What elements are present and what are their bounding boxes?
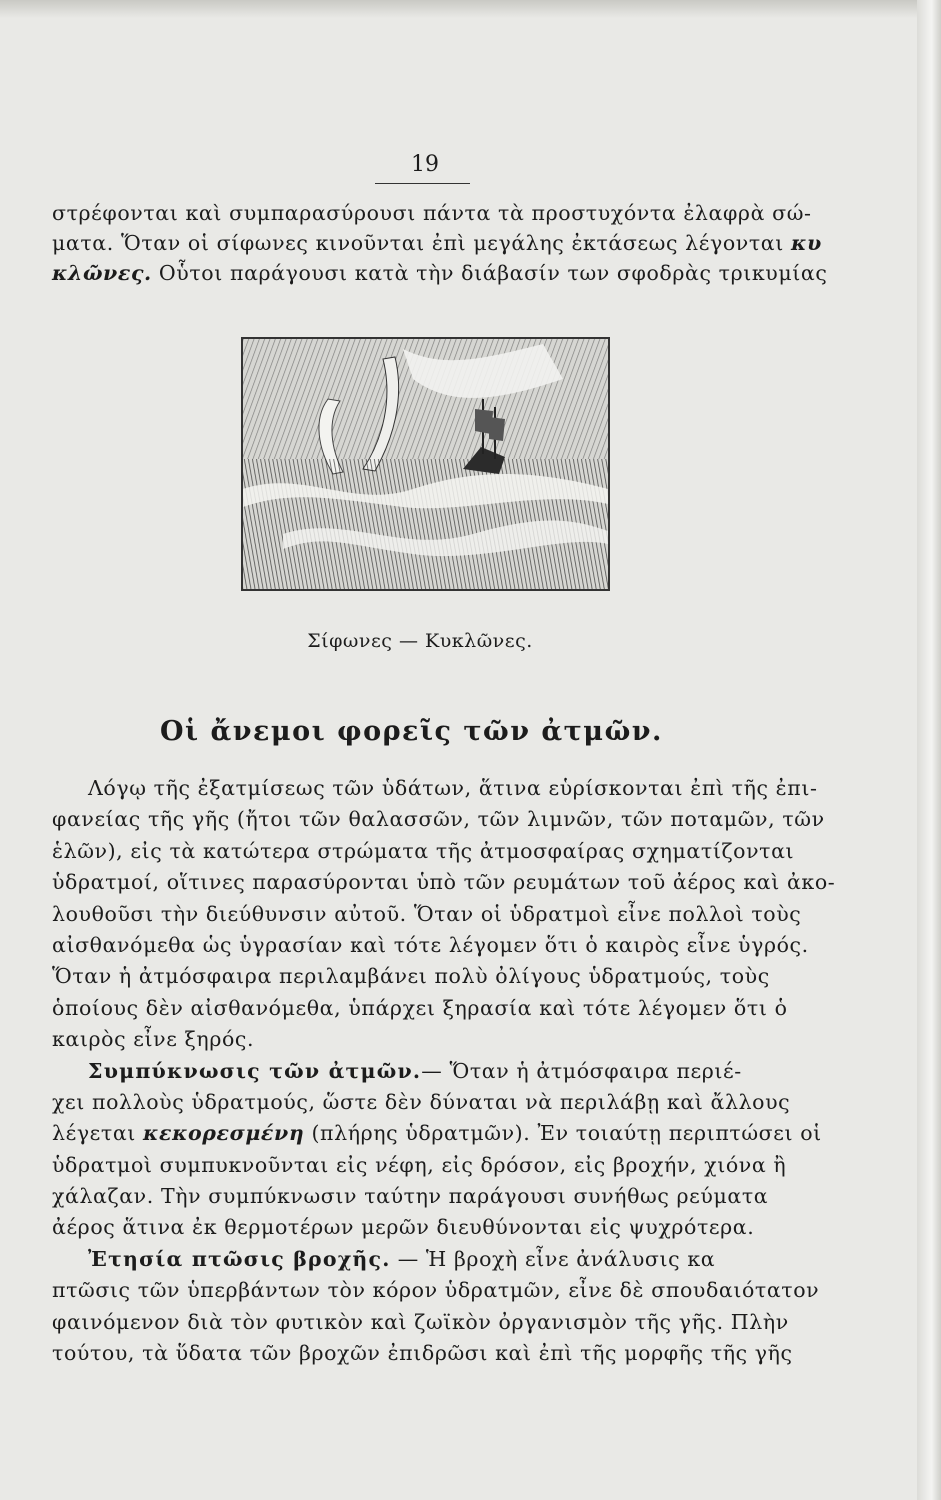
text-line: φαινόμενον διὰ τὸν φυτικὸν καὶ ζωϊκὸν ὀργανισμὸν τῆς γῆς. Πλὴν: [52, 1309, 789, 1334]
text-line: τούτου, τὰ ὕδατα τῶν βροχῶν ἐπιδρῶσι καὶ ἐπὶ τῆς μορφῆς τῆς γῆς: [52, 1341, 793, 1366]
text-line: καιρὸς εἶνε ξηρός.: [52, 1027, 255, 1052]
text-span: ματα. Ὅταν οἱ σίφωνες κινοῦνται ἐπὶ μεγάλης ἐκτάσεως λέγονται: [52, 231, 784, 255]
text-line: στρέφονται καὶ συμπαρασύρουσι πάντα τὰ προστυχόντα ἐλαφρὰ σώ-: [52, 201, 812, 225]
text-span: (πλήρης ὑδρατμῶν). Ἐν τοιαύτῃ περιπτώσει οἱ: [311, 1121, 822, 1146]
text-line: [52, 1244, 800, 1275]
figure-caption: Σίφωνες — Κυκλῶνες.: [307, 630, 533, 652]
text-line: [52, 1056, 800, 1087]
italic-term: κλῶνες.: [52, 261, 152, 285]
text-line: ὑδρατμοὶ συμπυκνοῦνται εἰς νέφη, εἰς δρόσον, εἰς βροχήν, χιόνα ἢ: [52, 1152, 787, 1177]
text-line: αἰσθανόμεθα ὡς ὑγρασίαν καὶ τότε λέγομεν ὅτι ὁ καιρὸς εἶνε ὑγρός.: [52, 932, 809, 957]
text-line: ὑδρατμοί, οἵτινες παρασύρονται ὑπὸ τῶν ρευμάτων τοῦ ἀέρος καὶ ἀκο-: [52, 870, 836, 895]
text-line: [52, 228, 822, 258]
italic-term: κυ: [790, 231, 822, 255]
text-span: λέγεται: [52, 1121, 136, 1146]
text-line: χάλαζαν. Τὴν συμπύκνωσιν ταύτην παράγουσι συνήθως ρεύματα: [52, 1184, 769, 1209]
text-line: λουθοῦσι τὴν διεύθυνσιν αὐτοῦ. Ὅταν οἱ ὑδρατμοὶ εἶνε πολλοὶ τοὺς: [52, 901, 802, 926]
engraving-illustration: [243, 339, 608, 589]
body-text: [52, 773, 836, 1369]
page-number: 19: [411, 152, 439, 177]
text-span: — Ἡ βροχὴ εἶνε ἀνάλυσις κα: [397, 1246, 716, 1271]
text-line: φανείας τῆς γῆς (ἤτοι τῶν θαλασσῶν, τῶν λιμνῶν, τῶν ποταμῶν, τῶν: [52, 807, 825, 832]
italic-term: κεκορεσμένη: [143, 1121, 305, 1146]
text-line: χει πολλοὺς ὑδρατμούς, ὥστε δὲν δύναται νὰ περιλάβῃ καὶ ἄλλους: [52, 1089, 791, 1114]
text-line: [52, 258, 828, 288]
paragraph-title: Συμπύκνωσις τῶν ἀτμῶν.: [88, 1058, 422, 1083]
page-top-edge: [0, 0, 941, 18]
engraving-waterspout-ship: [241, 337, 610, 591]
text-line: πτῶσις τῶν ὑπερβάντων τὸν κόρον ὑδρατμῶν, εἶνε δὲ σπουδαιότατον: [52, 1278, 820, 1303]
paragraph-title: Ἐτησία πτῶσις βροχῆς.: [88, 1246, 391, 1271]
text-line: Λόγῳ τῆς ἐξατμίσεως τῶν ὑδάτων, ἅτινα εὑρίσκονται ἐπὶ τῆς ἐπι-: [88, 776, 818, 800]
section-heading: Οἱ ἄνεμοι φορεῖς τῶν ἀτμῶν.: [160, 716, 663, 747]
text-line: ὁποίους δὲν αἰσθανόμεθα, ὑπάρχει ξηρασία καὶ τότε λέγομεν ὅτι ὁ: [52, 995, 788, 1020]
text-span: Οὗτοι παράγουσι κατὰ τὴν διάβασίν των σφοδρὰς τρικυμίας: [158, 261, 828, 285]
intro-text: [52, 198, 828, 288]
text-line: Ὅταν ἡ ἀτμόσφαιρα περιλαμβάνει πολὺ ὀλίγους ὑδρατμούς, τοὺς: [52, 964, 770, 989]
text-line: [52, 1118, 822, 1149]
text-span: — Ὅταν ἡ ἀτμόσφαιρα περιέ-: [421, 1058, 742, 1083]
text-line: ἀέρος ἅτινα ἐκ θερμοτέρων μερῶν διευθύνονται εἰς ψυχρότερα.: [52, 1215, 755, 1240]
text-line: ἑλῶν), εἰς τὰ κατώτερα στρώματα τῆς ἀτμοσφαίρας σχηματίζονται: [52, 838, 795, 863]
page-right-edge: [917, 0, 941, 1500]
page-number-rule: [375, 183, 470, 184]
